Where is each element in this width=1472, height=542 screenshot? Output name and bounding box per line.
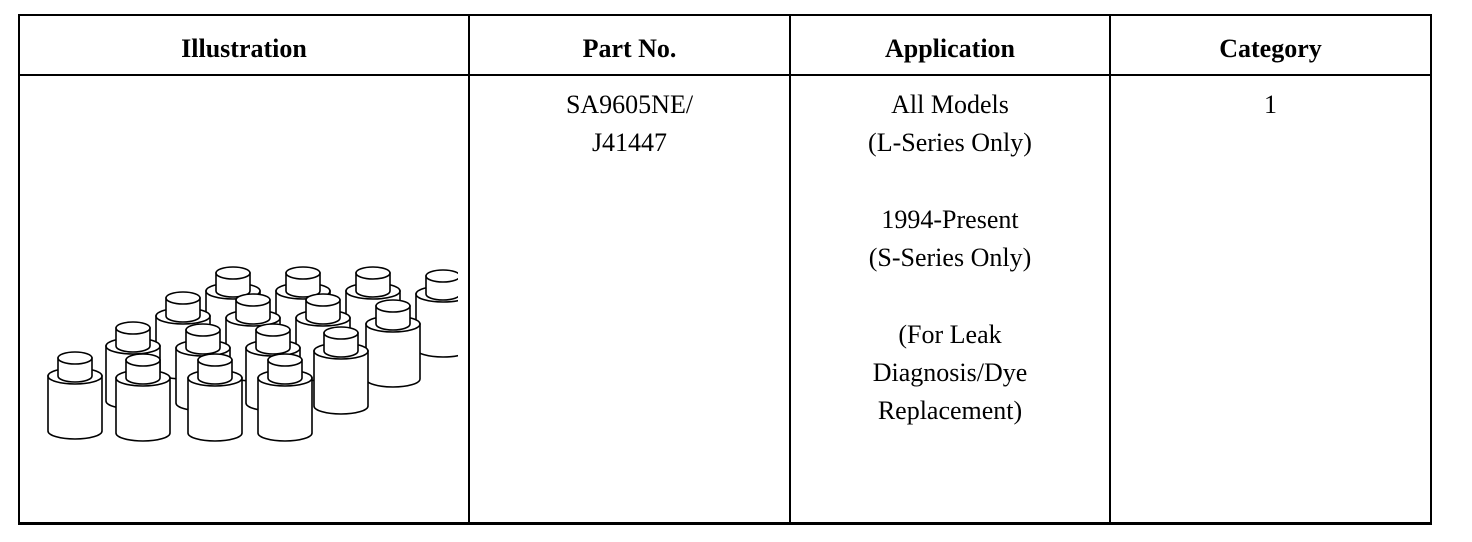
application-line: Diagnosis/Dye [872,358,1028,387]
illustration-cell [20,76,468,522]
header-part-no: Part No. [582,34,677,63]
category-value: 1 [1264,90,1277,119]
application-line: (For Leak [898,320,1002,349]
application-line: All Models [891,90,1009,119]
application-cell [791,76,1109,430]
application-line: (S-Series Only) [868,243,1032,272]
application-line: (L-Series Only) [868,128,1032,157]
part-number-line: SA9605NE/ [565,90,694,119]
application-line: Replacement) [877,396,1023,425]
category-cell [1111,76,1430,124]
header-illustration: Illustration [181,34,307,63]
dye-bottles-icon [28,261,458,481]
part-number-line: J41447 [591,128,668,157]
header-category: Category [1219,34,1322,63]
application-line: 1994-Present [881,205,1019,234]
header-application: Application [884,34,1016,63]
part-number-cell [470,76,789,162]
parts-table [18,14,1432,525]
